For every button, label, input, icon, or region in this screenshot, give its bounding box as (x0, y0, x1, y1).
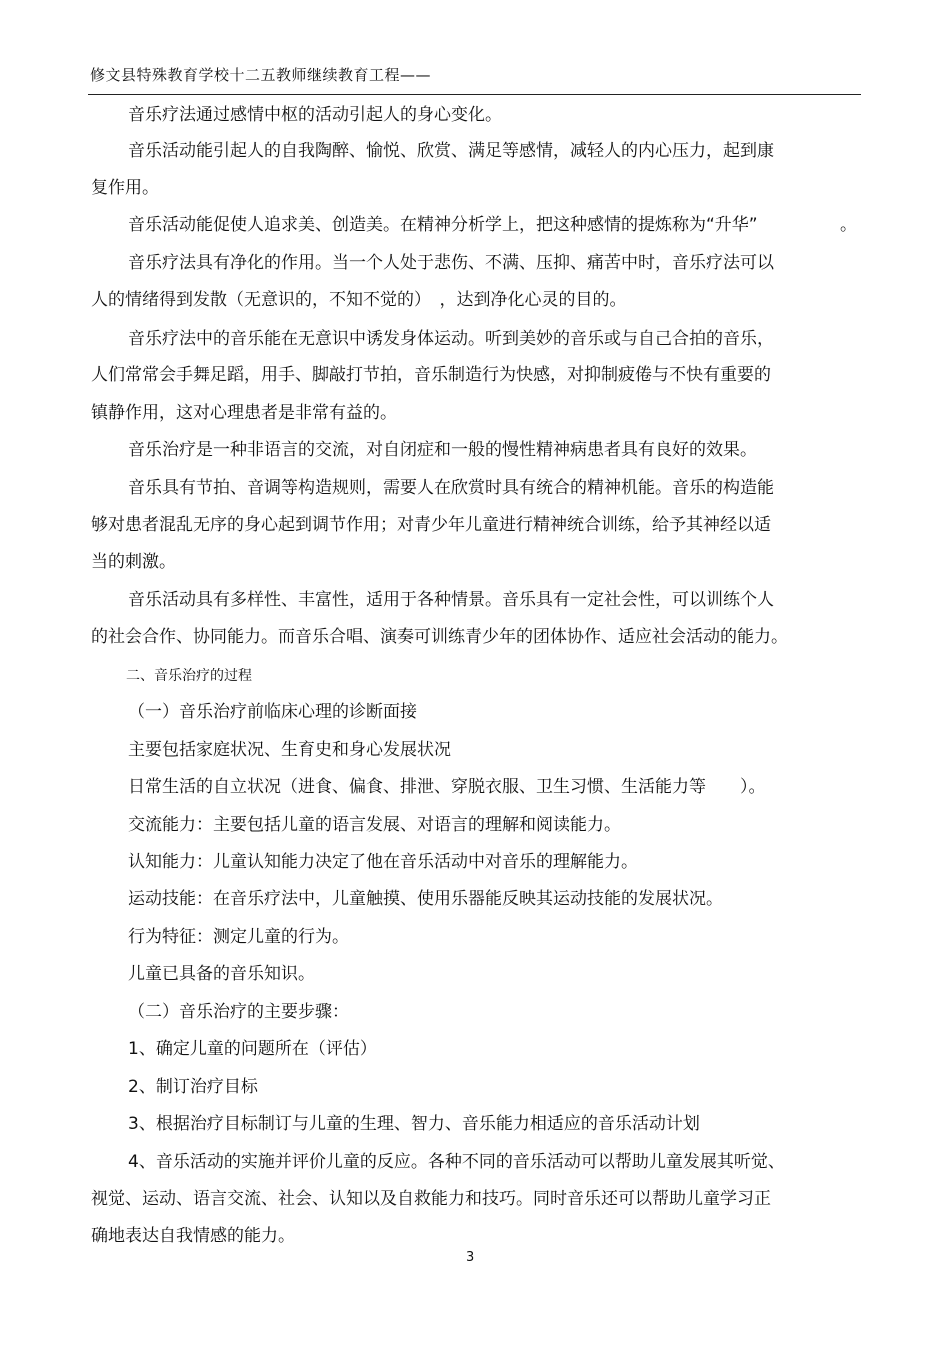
subsection-heading: （二）音乐治疗的主要步骤： (128, 1002, 349, 1022)
body-line: 日常生活的自立状况（进食、偏食、排泄、穿脱衣服、卫生习惯、生活能力等 ）。 (128, 777, 766, 797)
page-header: 修文县特殊教育学校十二五教师继续教育工程—— (90, 66, 432, 84)
body-line: 运动技能：在音乐疗法中，儿童触摸、使用乐器能反映其运动技能的发展状况。 (128, 889, 723, 909)
section-heading: 二、音乐治疗的过程 (126, 668, 252, 684)
body-line: 音乐治疗是一种非语言的交流，对自闭症和一般的慢性精神病患者具有良好的效果。 (128, 440, 757, 460)
body-line: 当的刺激。 (91, 552, 176, 572)
body-line: 交流能力：主要包括儿童的语言发展、对语言的理解和阅读能力。 (128, 815, 621, 835)
body-line: 复作用。 (91, 178, 159, 198)
list-item: 2、制订治疗目标 (128, 1077, 258, 1097)
body-line: 音乐活动能引起人的自我陶醉、愉悦、欣赏、满足等感情，减轻人的内心压力，起到康 (128, 141, 774, 161)
body-line: 音乐疗法通过感情中枢的活动引起人的身心变化。 (128, 105, 502, 125)
page-number: 3 (466, 1250, 475, 1265)
body-line: 主要包括家庭状况、生育史和身心发展状况 (128, 740, 451, 760)
body-line: 音乐疗法中的音乐能在无意识中诱发身体运动。听到美妙的音乐或与自己合拍的音乐， (128, 329, 774, 349)
body-line: 够对患者混乱无序的身心起到调节作用；对青少年儿童进行精神统合训练，给予其神经以适 (91, 515, 771, 535)
header-rule (88, 94, 861, 95)
body-line: 镇静作用，这对心理患者是非常有益的。 (91, 403, 397, 423)
body-line: 音乐活动能促使人追求美、创造美。在精神分析学上，把这种感情的提炼称为“升华” (128, 215, 758, 235)
body-line: 人们常常会手舞足蹈，用手、脚敲打节拍，音乐制造行为快感，对抑制疲倦与不快有重要的 (91, 365, 771, 385)
body-line: 儿童已具备的音乐知识。 (128, 964, 315, 984)
list-item: 4、音乐活动的实施并评价儿童的反应。各种不同的音乐活动可以帮助儿童发展其听觉、 (128, 1152, 785, 1172)
body-line: 确地表达自我情感的能力。 (91, 1226, 295, 1246)
body-line: 的社会合作、协同能力。而音乐合唱、演奏可训练青少年的团体协作、适应社会活动的能力。 (91, 627, 788, 647)
body-line: 音乐活动具有多样性、丰富性，适用于各种情景。音乐具有一定社会性，可以训练个人 (128, 590, 774, 610)
body-line: 人的情绪得到发散（无意识的，不知不觉的） ，达到净化心灵的目的。 (91, 290, 627, 310)
list-item: 3、根据治疗目标制订与儿童的生理、智力、音乐能力相适应的音乐活动计划 (128, 1114, 700, 1134)
body-line: 音乐疗法具有净化的作用。当一个人处于悲伤、不满、压抑、痛苦中时，音乐疗法可以 (128, 253, 774, 273)
body-line: 认知能力：儿童认知能力决定了他在音乐活动中对音乐的理解能力。 (128, 852, 638, 872)
subsection-heading: （一）音乐治疗前临床心理的诊断面接 (128, 702, 417, 722)
body-line: 。 (840, 215, 857, 235)
body-line: 音乐具有节拍、音调等构造规则，需要人在欣赏时具有统合的精神机能。音乐的构造能 (128, 478, 774, 498)
body-line: 视觉、运动、语言交流、社会、认知以及自救能力和技巧。同时音乐还可以帮助儿童学习正 (91, 1189, 771, 1209)
body-line: 行为特征：测定儿童的行为。 (128, 927, 349, 947)
list-item: 1、确定儿童的问题所在（评估） (128, 1039, 377, 1059)
